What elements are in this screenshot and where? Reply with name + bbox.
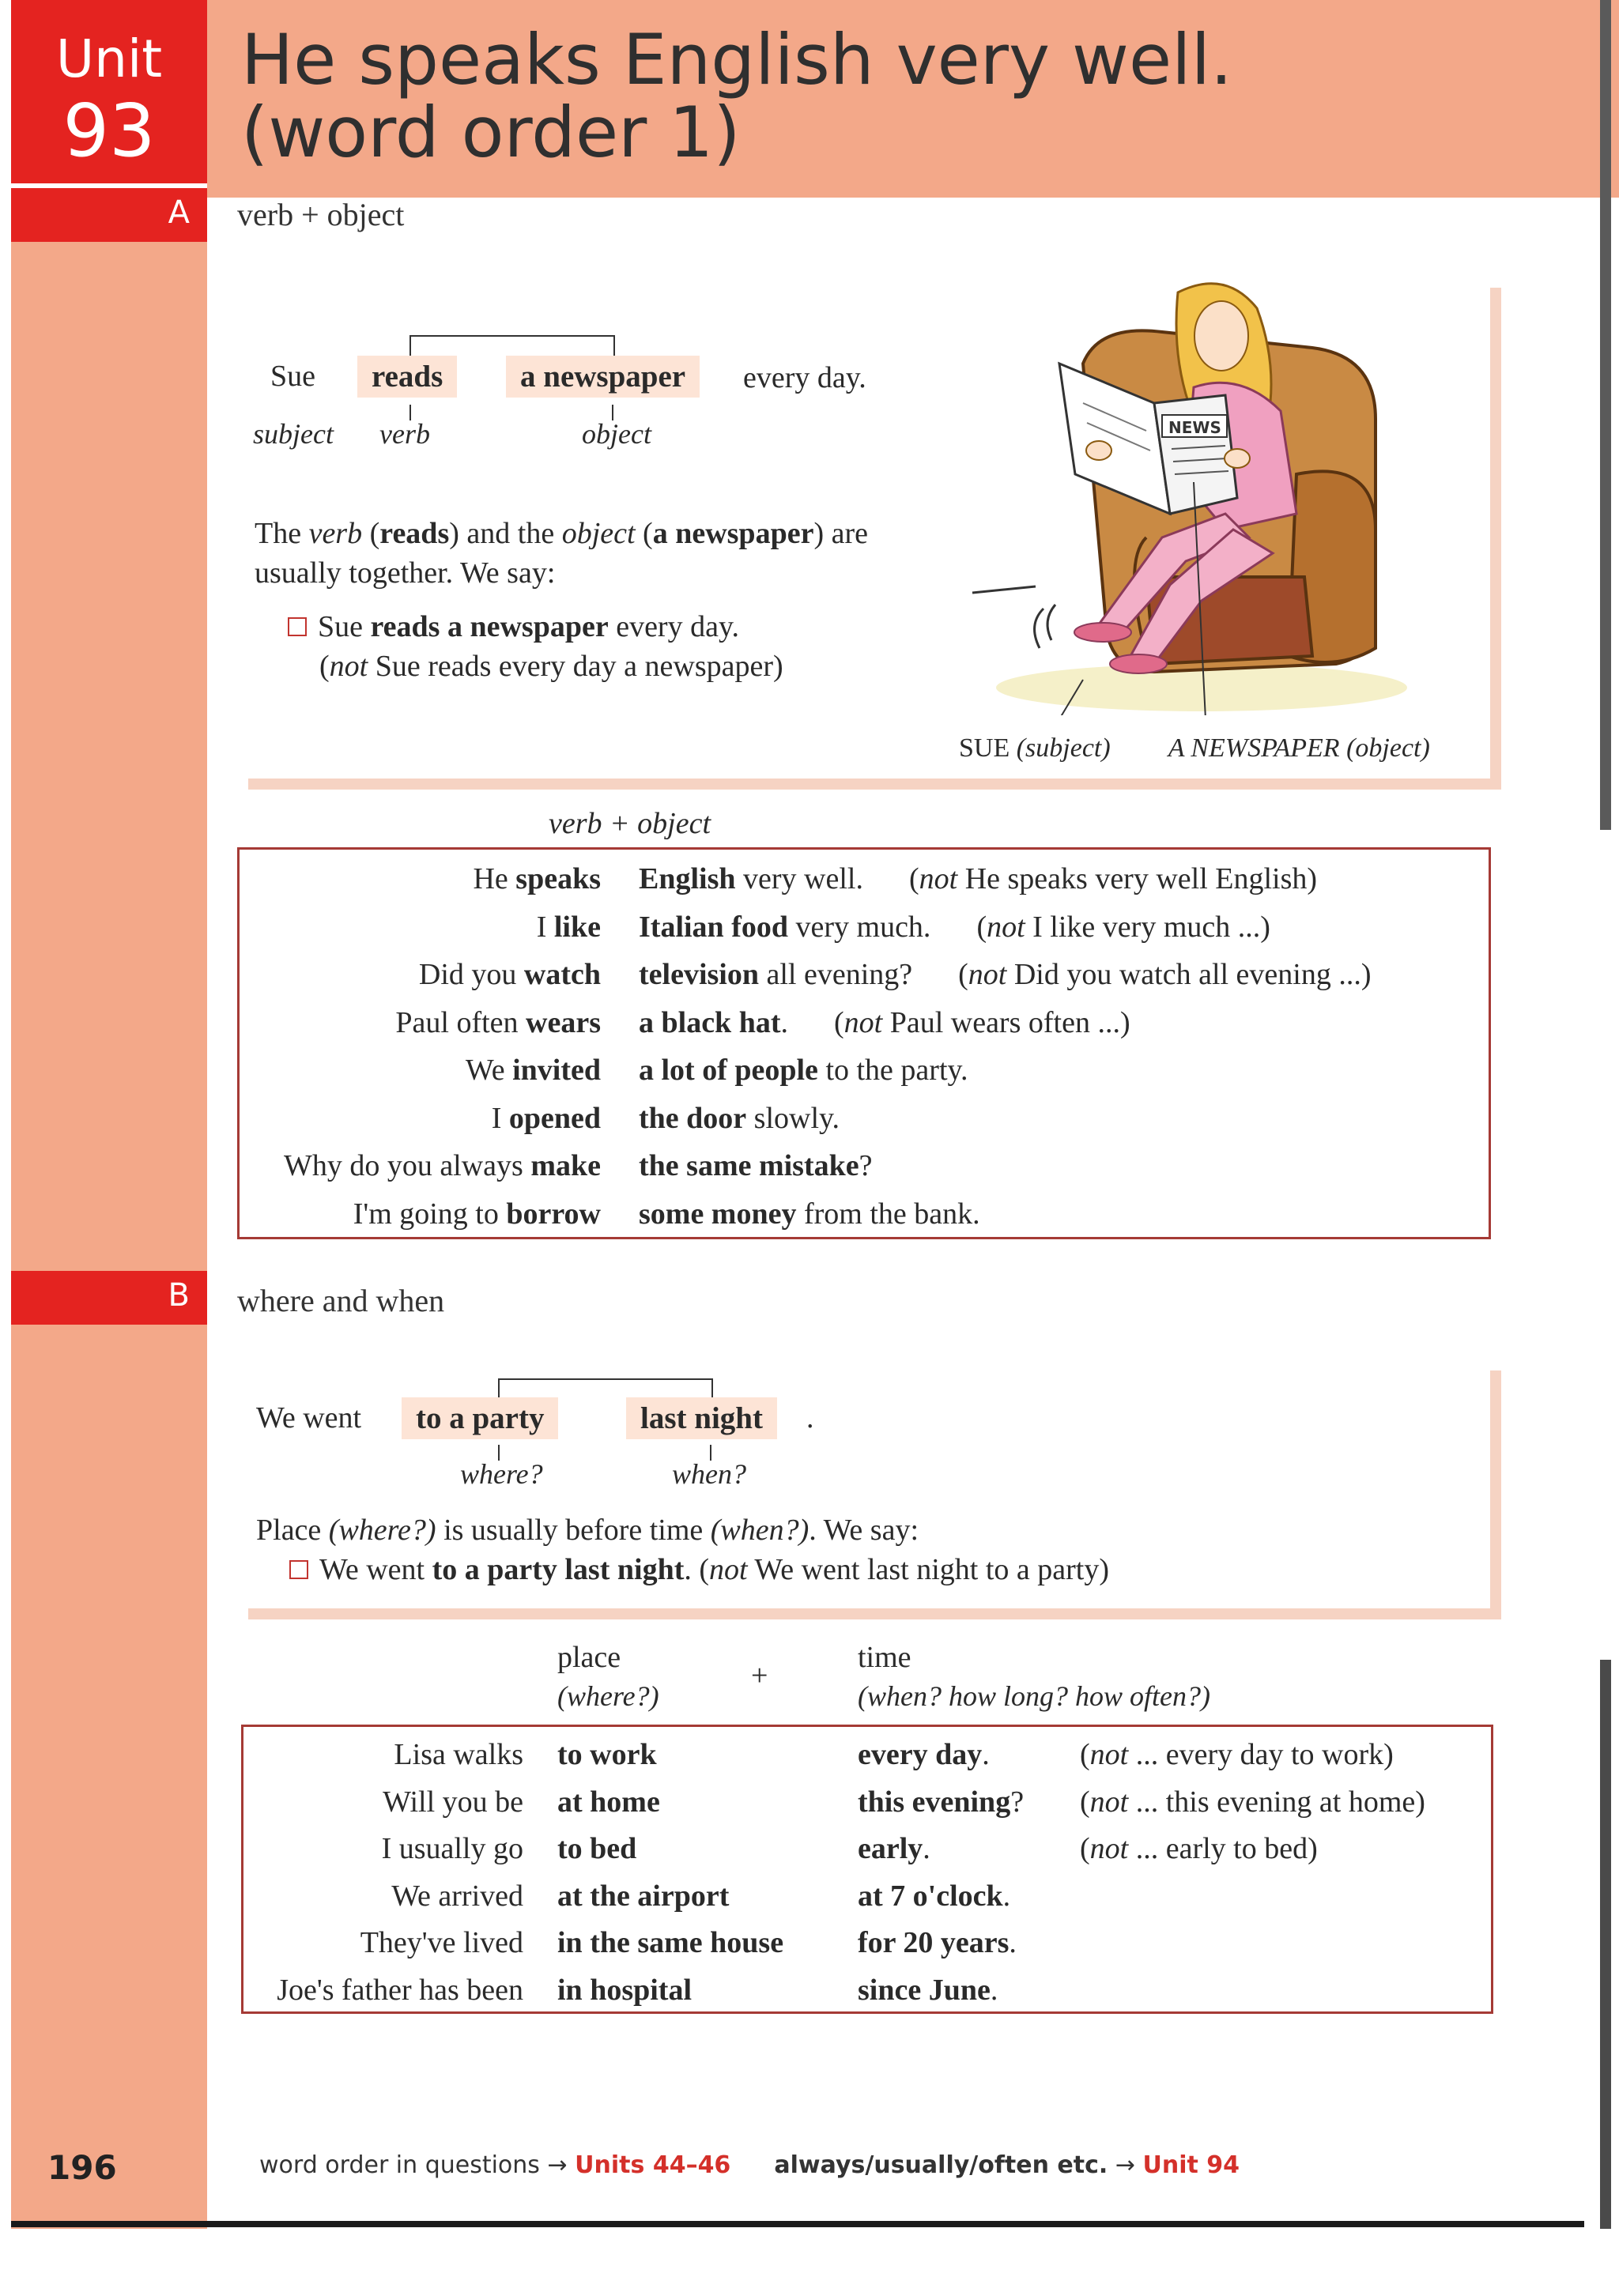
row-time: early [858,1832,923,1865]
table-row-place: at the airport [557,1879,730,1913]
section-b-letter: B [168,1277,190,1314]
diagram-verb: reads [357,356,457,398]
table-row-place: in hospital [557,1973,693,2007]
section-b-example [289,1552,1109,1587]
table-row-place: to bed [557,1832,637,1865]
diagram-object: a newspaper [506,356,700,398]
table-row-right [639,1005,1130,1040]
page-number: 196 [47,2148,117,2187]
label-subject: subject [253,418,334,450]
table-row-time [858,1925,1017,1960]
text: not [709,1553,748,1586]
table-row-subject: They've lived [360,1926,523,1959]
page-bottom-rule [11,2221,1584,2227]
footer-ref2-text: always/usually/often etc. [774,2151,1108,2179]
woman-reading-newspaper-illustration [964,277,1455,715]
arrow-right-icon: → [1115,2151,1135,2179]
table-row-right [639,957,1372,992]
row-pre: He [473,862,516,895]
table-row-right [639,910,1270,944]
diagram-rest: every day. [743,361,866,394]
table-row-time [858,1785,1024,1819]
text: usually together. We say: [255,556,556,590]
table-row-time [858,1831,930,1866]
table-row-time [858,1879,1010,1913]
row-object: some money [639,1197,797,1231]
page-edge-shadow [1600,0,1611,830]
page-title [241,19,1232,173]
note-text: Did you watch all evening ...) [1006,958,1372,991]
diagram-place: to a party [402,1397,558,1439]
text: not [329,650,368,683]
text: ) are [813,517,868,550]
label-where: where? [460,1458,543,1490]
table-a-header: verb + object [549,807,711,840]
row-object: television [639,958,759,991]
note-text: Paul wears often ...) [882,1005,1130,1039]
table-row-subject: Joe's father has been [277,1973,523,2007]
row-pre: I [491,1101,509,1135]
table-row-note: (not ... early to bed) [1080,1832,1318,1865]
not-word: not [968,958,1007,991]
row-object: a lot of people [639,1054,818,1087]
label-object: object [582,418,651,450]
label-verb: verb [379,418,430,450]
row-object: the door [639,1101,747,1135]
row-end: ? [1010,1785,1025,1819]
section-b-heading: where and when [237,1283,445,1318]
text: ( [362,517,380,550]
section-a-heading: verb + object [237,197,405,232]
row-pre: Why do you always [283,1149,531,1182]
row-verb: speaks [515,862,601,895]
plus-sign: + [751,1659,768,1692]
text: ( [319,650,330,683]
row-pre: Did you [418,958,524,991]
footer-link-units-44-46[interactable]: Units 44–46 [575,2151,731,2179]
diagram-end: . [806,1401,814,1435]
unit-word: Unit [55,28,163,89]
text: The [255,517,309,550]
text: ( [635,517,653,550]
not-word: not [987,910,1025,944]
row-verb: invited [512,1054,601,1087]
table-row-left [237,957,601,992]
table-row-left [237,1101,601,1136]
row-rest: slowly. [746,1101,840,1135]
diagram-start: We went [256,1401,362,1435]
text: Sue reads every day a newspaper) [368,650,783,683]
row-end: . [982,1738,990,1771]
text: Sue [318,610,371,643]
note-text: ... this evening at home) [1128,1785,1425,1819]
row-object: a black hat [639,1005,781,1039]
text: (where?) [328,1514,436,1547]
table-row-left [237,1053,601,1088]
table-row-subject: We arrived [391,1879,523,1913]
title-line-2: (word order 1) [241,92,741,173]
not-word: not [1089,1738,1129,1771]
table-row-note: (not ... this evening at home) [1080,1785,1425,1819]
row-end: . [990,1973,998,2007]
checkbox-bullet-icon [289,1560,308,1579]
text: is usually before time [436,1514,711,1547]
text: ) and the [449,517,562,550]
not-word: not [919,862,958,895]
row-note: (not He speaks very well English) [908,862,1318,895]
text: reads [379,517,450,550]
checkbox-bullet-icon [288,617,307,636]
text: We went [319,1553,432,1586]
table-row-left [237,910,601,944]
table-row-right [639,1197,980,1231]
table-row-left [237,1148,601,1183]
row-pre: Paul often [395,1005,526,1039]
text: verb [308,517,363,550]
note-text: I like very much ...) [1025,910,1270,944]
title-line-1: He speaks English very well. [241,19,1232,100]
footer-references [259,2151,1240,2179]
caption-sue-role: (subject) [1016,733,1111,763]
text: We went last night to a party) [747,1553,1109,1586]
row-verb: make [530,1149,601,1182]
diagram-subject: Sue [270,360,315,393]
label-when: when? [672,1458,746,1490]
not-word: not [1089,1832,1129,1865]
caption-newspaper: A NEWSPAPER [1168,733,1340,763]
footer-ref1-text: word order in questions [259,2151,540,2179]
text: . We say: [809,1514,919,1547]
note-text: He speaks very well English) [957,862,1318,895]
section-a-example [288,607,783,686]
row-rest: very well. [735,862,863,895]
row-end: . [1002,1879,1011,1913]
row-rest: from the bank. [796,1197,980,1231]
text: reads a newspaper [370,610,609,643]
caption-newspaper-role: (object) [1346,733,1430,763]
table-row-subject: Will you be [383,1785,523,1819]
note-text: ... every day to work) [1128,1738,1394,1771]
col-place: place [557,1641,621,1674]
table-row-place: in the same house [557,1926,784,1959]
table-row-time [858,1737,990,1772]
section-b-example-panel [237,1359,1490,1608]
section-a-example-panel [237,277,1490,779]
verb-object-bracket [409,335,615,357]
footer-link-unit-94[interactable]: Unit 94 [1142,2151,1240,2179]
table-row-place: to work [557,1738,657,1771]
row-time: at 7 o'clock [858,1879,1003,1913]
row-pre: We [465,1054,513,1087]
diagram-time: last night [626,1397,777,1439]
row-time: for 20 years [858,1926,1010,1959]
page-edge-shadow [1600,1660,1611,2229]
row-object: Italian food [639,910,788,944]
row-rest: . [780,1005,788,1039]
col-place-sub: (where?) [557,1680,659,1712]
col-time: time [858,1641,911,1674]
row-time: since June [858,1973,991,2007]
row-rest: all evening? [758,958,913,991]
text: every day. [608,610,739,643]
left-margin-band [11,0,207,2229]
text: object [561,517,636,550]
section-b-explanation [256,1513,919,1548]
table-row-left [237,861,601,896]
table-row-time [858,1973,998,2008]
table-row-note: (not ... every day to work) [1080,1738,1394,1771]
row-time: every day [858,1738,983,1771]
row-object: the same mistake [639,1149,859,1182]
text: to a party last night [432,1553,685,1586]
text: (when?) [710,1514,810,1547]
row-pre: I [536,910,554,944]
table-row-place: at home [557,1785,660,1819]
caption-sue: SUE [959,733,1010,763]
not-word: not [1089,1785,1129,1819]
table-row-right [639,1101,840,1136]
not-word: not [843,1005,883,1039]
table-row-left [237,1005,601,1040]
row-note: (not Did you watch all evening ...) [958,958,1372,991]
section-a-letter: A [168,194,190,231]
row-rest: to the party. [817,1054,968,1087]
row-end: . [1009,1926,1017,1959]
table-row-subject: Lisa walks [394,1738,523,1771]
unit-number: 93 [62,89,156,173]
row-verb: like [553,910,601,944]
table-row-right [639,1053,968,1088]
row-object: English [639,862,736,895]
table-row-right [639,861,1317,896]
row-time: this evening [858,1785,1011,1819]
row-note: (not I like very much ...) [976,910,1270,944]
table-row-subject: I usually go [381,1832,523,1865]
row-verb: borrow [506,1197,601,1231]
table-row-left [237,1197,601,1231]
text: Place [256,1514,329,1547]
row-rest: ? [859,1149,873,1182]
arrow-right-icon: → [547,2151,568,2179]
row-verb: watch [523,958,601,991]
table-row-right [639,1148,873,1183]
text: a newspaper [652,517,814,550]
row-verb: opened [508,1101,601,1135]
illustration-caption [959,733,1430,763]
newspaper-sign: NEWS [1168,418,1221,437]
col-time-sub: (when? how long? how often?) [858,1680,1210,1712]
section-a-explanation [255,514,934,593]
row-end: . [923,1832,930,1865]
row-rest: very much. [787,910,931,944]
row-verb: wears [526,1005,601,1039]
row-pre: I'm going to [353,1197,507,1231]
note-text: ... early to bed) [1128,1832,1318,1865]
text: . ( [684,1553,710,1586]
row-note: (not Paul wears often ...) [833,1005,1130,1039]
